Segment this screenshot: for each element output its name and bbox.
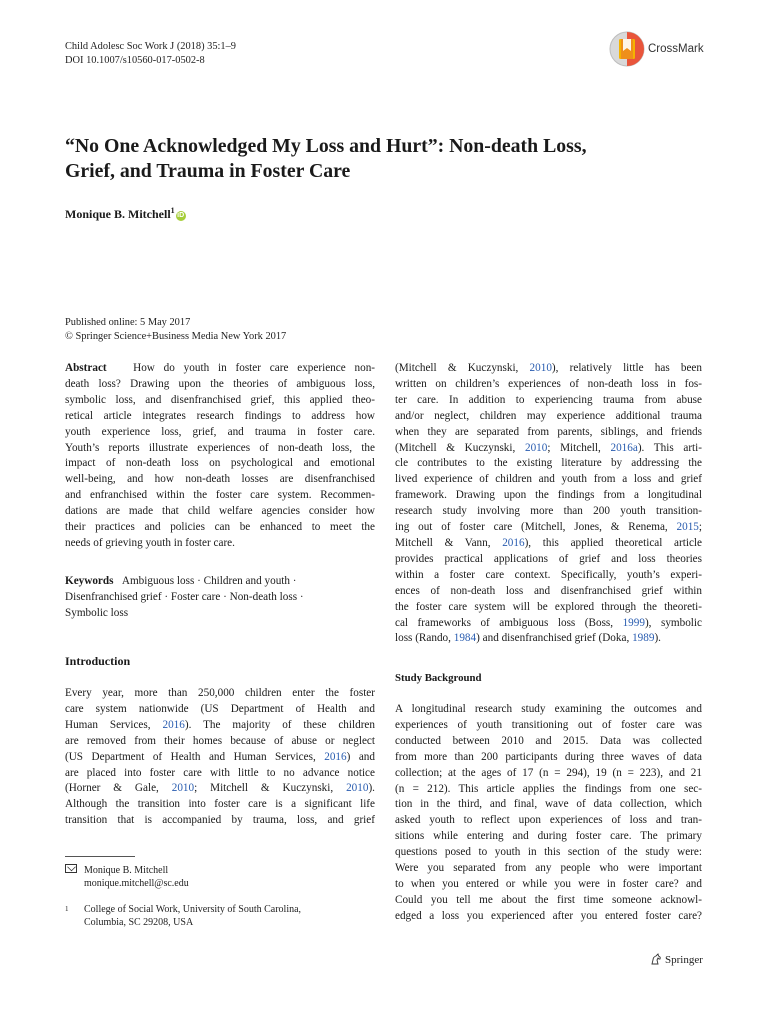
body-line: (n = 212). This article applies the findings from one sec-: [395, 782, 702, 795]
introduction-body: [65, 686, 375, 829]
citation-link[interactable]: 2010: [529, 362, 552, 374]
body-line: to when you entered or while you were in foster care? and: [395, 877, 702, 890]
study-background-section: [395, 670, 702, 686]
body-line: A longitudinal research study examining the outcomes and: [395, 703, 702, 715]
body-line: ences of non-death loss and disenfranchised grief within: [395, 584, 702, 597]
body-text: ing out of foster care (Mitchell, Jones, & Renema,: [395, 521, 677, 534]
study-background-heading: Study Background: [395, 672, 482, 684]
keywords-label: Keywords: [65, 575, 114, 587]
body-text: ).: [654, 632, 661, 645]
body-line: questions posed to youth in this section of the study were:: [395, 846, 702, 859]
body-text: ).: [368, 782, 375, 795]
publication-info: [65, 316, 286, 344]
affiliation-number: 1: [65, 905, 69, 913]
body-text: Mitchell & Vann,: [395, 536, 503, 549]
author-name[interactable]: Monique B. Mitchell: [65, 207, 171, 221]
envelope-icon: [65, 864, 77, 873]
body-line: are placed into foster care with little to no advance notice: [65, 766, 375, 779]
body-text: ) and: [346, 750, 375, 763]
citation-link[interactable]: 2016a: [610, 441, 638, 454]
footnote-divider: [65, 856, 135, 857]
body-text: ), this applied theoretical article: [524, 536, 702, 549]
orcid-icon[interactable]: iD: [177, 212, 185, 219]
citation-link[interactable]: 1989: [632, 632, 655, 645]
body-text: loss (Rando,: [395, 632, 454, 645]
abstract-label: Abstract: [65, 362, 107, 374]
affiliation-line: Columbia, SC 29208, USA: [84, 917, 194, 928]
right-column-body: [395, 361, 702, 647]
abstract-line: symbolic loss, and disenfranchised grief, this applied theo-: [65, 393, 375, 406]
body-line: the foster care system will be explored through the theoreti-: [395, 600, 702, 613]
body-text: (Mitchell & Kuczynski,: [395, 362, 530, 374]
abstract-line: and enfranchised within the foster care system. Recommen-: [65, 489, 375, 502]
abstract-line: impact of non-death loss on psychological and emotional: [65, 457, 375, 470]
body-line: ter care. In addition to experiencing trauma from abuse: [395, 393, 702, 406]
body-line: and/or neglect, children may experience additional trauma: [395, 409, 702, 422]
citation-link[interactable]: 2016: [324, 750, 347, 763]
citation-link[interactable]: 2016: [162, 718, 185, 731]
body-line: are removed from their homes because of abuse or neglect: [65, 734, 375, 747]
body-line: Every year, more than 250,000 children enter the foster: [65, 687, 375, 699]
keywords: [65, 574, 375, 622]
citation-link[interactable]: 2010: [524, 441, 548, 454]
publisher-mark: [650, 953, 703, 966]
body-line: Could you tell me about the first time someone acknowl-: [395, 893, 702, 906]
abstract-line: their practices and policies can be enhanced to meet the: [65, 521, 375, 534]
body-text: (Mitchell & Kuczynski,: [395, 441, 525, 454]
contact-email[interactable]: monique.mitchell@sc.edu: [84, 878, 189, 889]
abstract-line: How do youth in foster care experience non-: [133, 362, 376, 374]
citation-link[interactable]: 2010: [171, 782, 195, 795]
affiliation-footnote: [65, 903, 302, 928]
abstract-line: well-being, and how non-death losses are disenfranchised: [65, 473, 375, 486]
crossmark-badge[interactable]: [608, 30, 718, 70]
doi-line[interactable]: DOI 10.1007/s10560-017-0502-8: [65, 55, 205, 66]
author-affiliation-marker: 1: [170, 206, 175, 215]
body-line: when they are separated from parents, siblings, and friends: [395, 425, 702, 438]
crossmark-label: CrossMark: [648, 43, 704, 55]
abstract: [65, 361, 375, 552]
journal-citation: [65, 40, 236, 68]
body-line: cle contributes to the existing literature by addressing the: [395, 457, 702, 470]
body-text: Human Services,: [65, 718, 163, 731]
body-line: written on children’s experiences of non-death loss in fos-: [395, 377, 702, 390]
body-line: sitions while entering and during foster care. The primary: [395, 830, 702, 843]
body-text: ;: [698, 521, 702, 534]
body-line: provides practical applications of grief and loss theories: [395, 552, 702, 565]
contact-name: Monique B. Mitchell: [84, 865, 169, 876]
body-text: cal frameworks of ambiguous loss (Boss,: [395, 616, 623, 629]
abstract-line: dations are made that child welfare agencies consider how: [65, 505, 375, 518]
body-line: tion in the third, and final, wave of data collection, which: [395, 798, 702, 811]
body-line: Although the transition into foster care is a significant life: [65, 798, 375, 811]
introduction-section: [65, 653, 375, 669]
body-text: ) and disenfranchised grief (Doka,: [476, 632, 633, 645]
author-line: [65, 203, 186, 222]
journal-line: Child Adolesc Soc Work J (2018) 35:1–9: [65, 41, 236, 52]
keywords-line: Ambiguous loss · Children and youth ·: [121, 575, 297, 587]
keywords-line: Disenfranchised grief · Foster care · Non-death loss ·: [65, 590, 304, 603]
body-line: asked youth to reflect upon experiences of loss and tran-: [395, 814, 702, 827]
body-text: ). The majority of these children: [184, 718, 375, 731]
springer-horse-icon: [650, 953, 662, 965]
body-text: (Horner & Gale,: [65, 782, 172, 795]
contact-footnote: [65, 864, 189, 889]
title-line: “No One Acknowledged My Loss and Hurt”: Non-death Loss,: [65, 135, 587, 157]
body-line: Were you separated from any people who were important: [395, 862, 702, 875]
body-line: conducted between 2010 and 2015. Data was collected: [395, 734, 702, 747]
crossmark-icon: [608, 30, 646, 68]
affiliation-line: College of Social Work, University of South Carolina,: [84, 904, 302, 915]
abstract-line: needs of grieving youth in foster care.: [65, 536, 235, 549]
body-line: research study involving more than 200 youth transition-: [395, 505, 702, 518]
article-title: [65, 134, 685, 184]
body-line: edged a loss you experienced after you entered foster care?: [395, 909, 702, 922]
body-text: ; Mitchell,: [547, 441, 611, 454]
study-background-body: [395, 702, 702, 925]
abstract-line: youth experience loss, grief, and trauma in foster care.: [65, 425, 375, 438]
abstract-line: Youth’s reports illustrate experiences of non-death loss, the: [65, 441, 375, 454]
citation-link[interactable]: 1984: [453, 632, 477, 645]
citation-link[interactable]: 2015: [676, 521, 699, 534]
body-line: lived experience of children and youth from a loss and grief: [395, 473, 702, 486]
publisher-name: Springer: [665, 954, 703, 966]
body-text: ), relatively little has been: [551, 362, 702, 374]
body-line: from more than 200 participants during three waves of data: [395, 750, 702, 763]
published-date: Published online: 5 May 2017: [65, 317, 191, 328]
title-line: Grief, and Trauma in Foster Care: [65, 160, 351, 182]
citation-link[interactable]: 2016: [502, 536, 525, 549]
body-text: ; Mitchell & Kuczynski,: [194, 782, 347, 795]
body-text: (US Department of Health and Human Services,: [65, 750, 325, 763]
body-line: experiences of youth transitioning out of foster care was: [395, 718, 702, 731]
body-text: ). This arti-: [637, 441, 702, 454]
body-line: collection; at the ages of 17 (n = 294), 19 (n = 223), and 21: [395, 766, 702, 779]
introduction-heading: Introduction: [65, 654, 131, 668]
body-text: ), symbolic: [644, 616, 702, 629]
keywords-line: Symbolic loss: [65, 606, 129, 619]
abstract-line: retical article integrates research findings to address how: [65, 409, 375, 422]
copyright-notice: © Springer Science+Business Media New York 2017: [65, 331, 287, 342]
body-line: transition that is accompanied by trauma, loss, and grief: [65, 814, 375, 827]
body-line: within a foster care context. Specifically, youth’s experi-: [395, 568, 702, 581]
citation-link[interactable]: 2010: [346, 782, 369, 795]
body-line: framework. Drawing upon the findings from a longitudinal: [395, 489, 702, 502]
citation-link[interactable]: 1999: [622, 616, 645, 629]
body-line: care system nationwide (US Department of Health and: [65, 702, 375, 715]
abstract-line: death loss? Drawing upon the theories of ambiguous loss,: [65, 377, 375, 390]
